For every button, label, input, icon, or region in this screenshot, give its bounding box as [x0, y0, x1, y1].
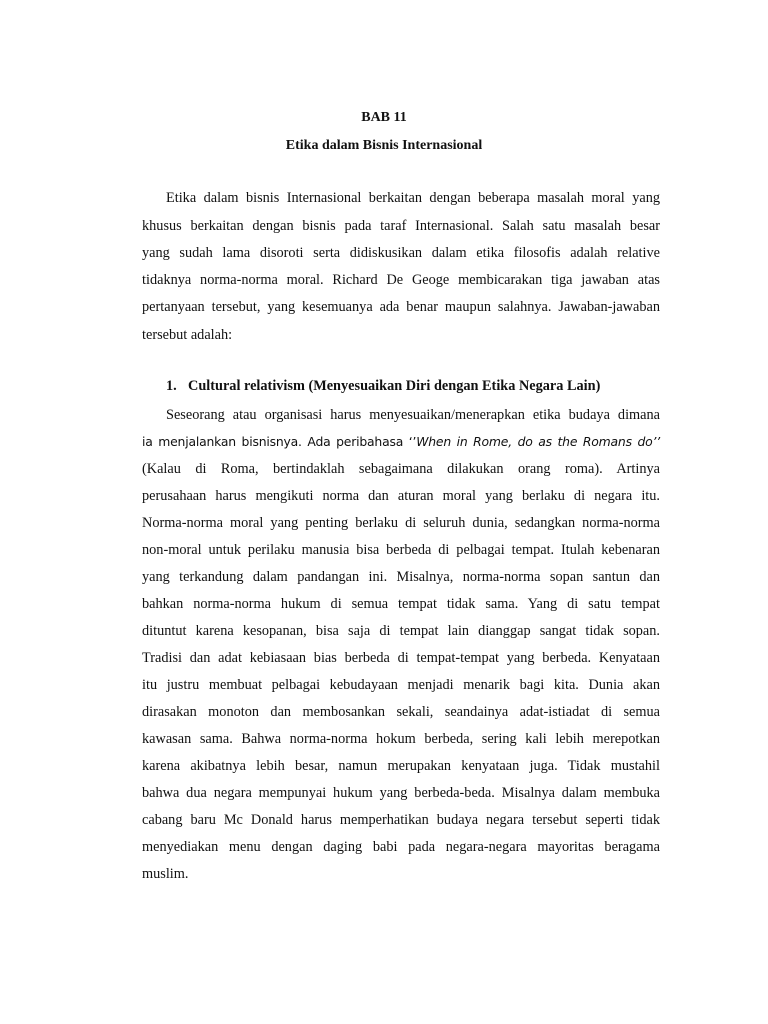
section-title: Cultural relativism (Menyesuaikan Diri dengan Etika Negara Lain) [188, 378, 601, 394]
paragraph-line: tidaknya norma-norma moral. Richard De Geoge membicarakan tiga jawaban atas [142, 272, 660, 288]
paragraph-line: dituntut karena kesopanan, bisa saja di tempat lain dianggap sangat tidak sopan. [142, 623, 660, 639]
paragraph-line: bahkan norma-norma hukum di semua tempat tidak sama. Yang di satu tempat [142, 596, 660, 612]
paragraph-line: Seseorang atau organisasi harus menyesuaikan/menerapkan etika budaya dimana [166, 407, 660, 423]
paragraph-line: khusus berkaitan dengan bisnis pada taraf Internasional. Salah satu masalah besar [142, 218, 660, 234]
section-heading [166, 376, 600, 396]
paragraph-line: tersebut adalah: [142, 327, 233, 343]
paragraph-line: menyediakan menu dengan daging babi pada negara-negara mayoritas beragama [142, 839, 660, 855]
chapter-number: BAB 11 [361, 110, 407, 125]
chapter-title: Etika dalam Bisnis Internasional [285, 138, 483, 153]
paragraph-line: muslim. [142, 866, 189, 882]
paragraph-line: itu justru membuat pelbagai kebudayaan menjadi menarik bagi kita. Dunia akan [142, 677, 660, 693]
paragraph-line: (Kalau di Roma, bertindaklah sebagaimana dilakukan orang roma). Artinya [142, 461, 660, 477]
paragraph-line: kawasan sama. Bahwa norma-norma hokum berbeda, sering kali lebih merepotkan [142, 731, 660, 747]
paragraph-line: non-moral untuk perilaku manusia bisa berbeda di pelbagai tempat. Itulah kebenaran [142, 542, 660, 558]
paragraph-line: bahwa dua negara mempunyai hukum yang berbeda-beda. Misalnya dalam membuka [142, 785, 660, 801]
paragraph-line: cabang baru Mc Donald harus memperhatikan budaya negara tersebut seperti tidak [142, 812, 660, 828]
quote-italic-text: When in Rome, do as the Romans do’’ [416, 434, 660, 449]
paragraph-line: dirasakan monoton dan membosankan sekali, seandainya adat-istiadat di semua [142, 704, 660, 720]
paragraph-line: pertanyaan tersebut, yang kesemuanya ada benar maupun salahnya. Jawaban-jawaban [142, 299, 660, 315]
paragraph-line: Etika dalam bisnis Internasional berkaitan dengan beberapa masalah moral yang [166, 190, 660, 206]
quote-intro-text: ia menjalankan bisnisnya. Ada peribahasa ‘’ [142, 434, 417, 449]
paragraph-line: yang terkandung dalam pandangan ini. Misalnya, norma-norma sopan santun dan [142, 569, 660, 585]
section-number: 1. [166, 378, 177, 394]
paragraph-line-with-quote [142, 432, 660, 452]
paragraph-line: karena akibatnya lebih besar, namun merupakan kenyataan juga. Tidak mustahil [142, 758, 660, 774]
paragraph-line: perusahaan harus mengikuti norma dan aturan moral yang berlaku di negara itu. [142, 488, 660, 504]
paragraph-line: Norma-norma moral yang penting berlaku di seluruh dunia, sedangkan norma-norma [142, 515, 660, 531]
paragraph-line: Tradisi dan adat kebiasaan bias berbeda di tempat-tempat yang berbeda. Kenyataan [142, 650, 660, 666]
paragraph-line: yang sudah lama disoroti serta didiskusikan dalam etika filosofis adalah relative [142, 245, 660, 261]
